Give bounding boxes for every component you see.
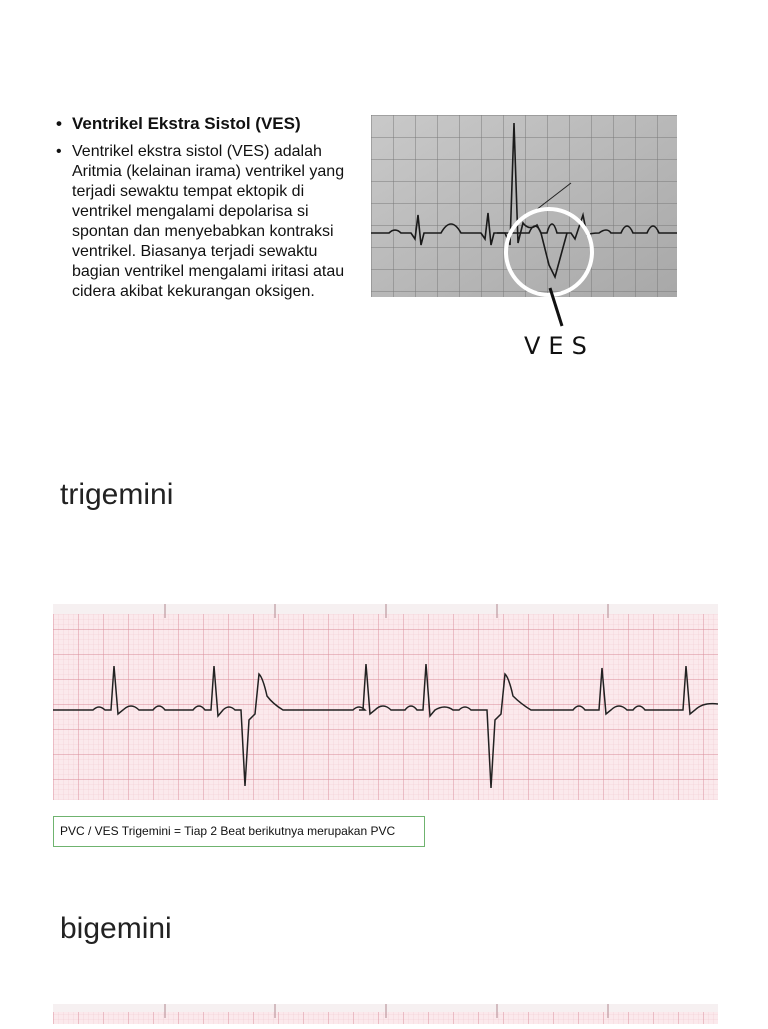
- ves-bullet-list: [56, 114, 356, 308]
- ves-description: • Ventrikel ekstra sistol (VES) adalah Aritmia (kelainan irama) ventrikel yang terjadi sewaktu tempat ektopik di ventrikel mengalami depolarisa si spontan dan menyebabkan kontraksi ventrikel. Biasanya terjadi sewaktu bagian ventrikel mengalami iritasi atau cidera akibat kekurangan oksigen.: [56, 142, 356, 302]
- trigemini-ecg-strip: [53, 604, 718, 800]
- trigemini-caption: PVC / VES Trigemini = Tiap 2 Beat berikutnya merupakan PVC: [60, 824, 396, 838]
- bigemini-title: bigemini: [60, 912, 172, 945]
- bigemini-ecg-svg: [53, 1004, 718, 1024]
- trigemini-ecg-svg: [53, 604, 718, 800]
- ves-heading: • Ventrikel Ekstra Sistol (VES): [56, 114, 356, 134]
- bigemini-ecg-strip: [53, 1004, 718, 1024]
- trigemini-caption-box: [53, 816, 425, 847]
- ves-pointer: [540, 286, 580, 332]
- ves-ecg-photo: [371, 115, 677, 297]
- ves-photo-label: VES: [524, 332, 595, 360]
- trigemini-title: trigemini: [60, 478, 174, 511]
- ves-ecg-photo-svg: [371, 115, 677, 297]
